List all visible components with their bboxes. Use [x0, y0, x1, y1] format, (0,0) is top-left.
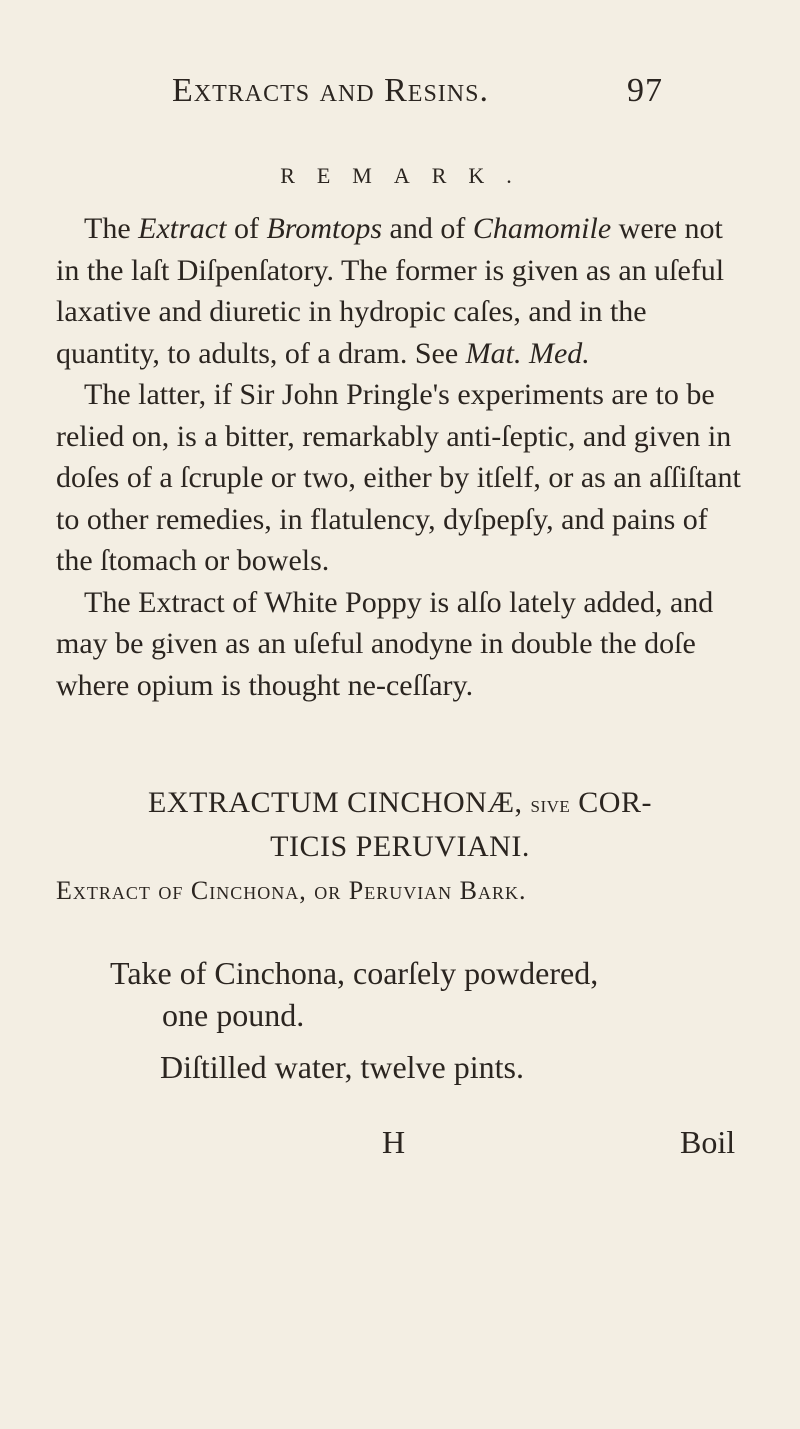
- page-number: 97: [627, 72, 663, 109]
- section-subtitle: Extract of Cinchona, or Peruvian Bark.: [56, 876, 527, 905]
- running-head-title: Extracts and Resins.: [172, 72, 489, 109]
- paragraph-text: of: [226, 212, 267, 245]
- paragraph-text: and of: [382, 212, 473, 245]
- remark-heading: REMARK.: [280, 163, 534, 188]
- paragraph-text: The: [84, 212, 139, 245]
- section-title-part2: COR-: [578, 786, 652, 819]
- italic-term: Chamomile: [472, 212, 612, 245]
- recipe: [110, 952, 750, 1088]
- recipe-line-quantity: one pound.: [162, 997, 305, 1033]
- paragraph-chamomile: The latter, if Sir John Pringle's experiments are to be relied on, is a bitter, remarkably anti-ſeptic, and given in doſes of a ſcruple or two, either by itſelf, or as an aſſiſtant to other remedies, in flatulency, dyſpepſy, and pains of the ſtomach or bowels.: [56, 378, 741, 577]
- catchword: Boil: [680, 1124, 736, 1160]
- section-title-sive: sive: [530, 792, 571, 818]
- section-title-part1: EXTRACTUM CINCHONÆ,: [148, 786, 523, 819]
- paragraph-text: were not in the laſt Diſpenſatory. The former is given as an uſeful laxative and diuretic in hydropic caſes, and in the quantity, to adults, of a dram. See: [56, 212, 725, 370]
- remark-body: [56, 208, 746, 706]
- recipe-line-cinchona: Take of Cinchona, coarſely powdered,: [110, 955, 599, 991]
- section-title: [80, 782, 720, 867]
- paragraph-white-poppy: The Extract of White Poppy is alſo lately added, and may be given as an uſeful anodyne in double the doſe where opium is thought ne-ceſſary.: [56, 585, 714, 702]
- signature-mark: H: [382, 1124, 406, 1160]
- section-title-line2: TICIS PERUVIANI.: [270, 830, 530, 863]
- italic-term: Extract: [138, 212, 227, 245]
- paragraph-extract-bromtops: [56, 208, 746, 374]
- italic-term: Bromtops: [266, 212, 383, 245]
- italic-term: Mat. Med.: [465, 336, 590, 370]
- recipe-line-water: Diſtilled water, twelve pints.: [160, 1049, 524, 1085]
